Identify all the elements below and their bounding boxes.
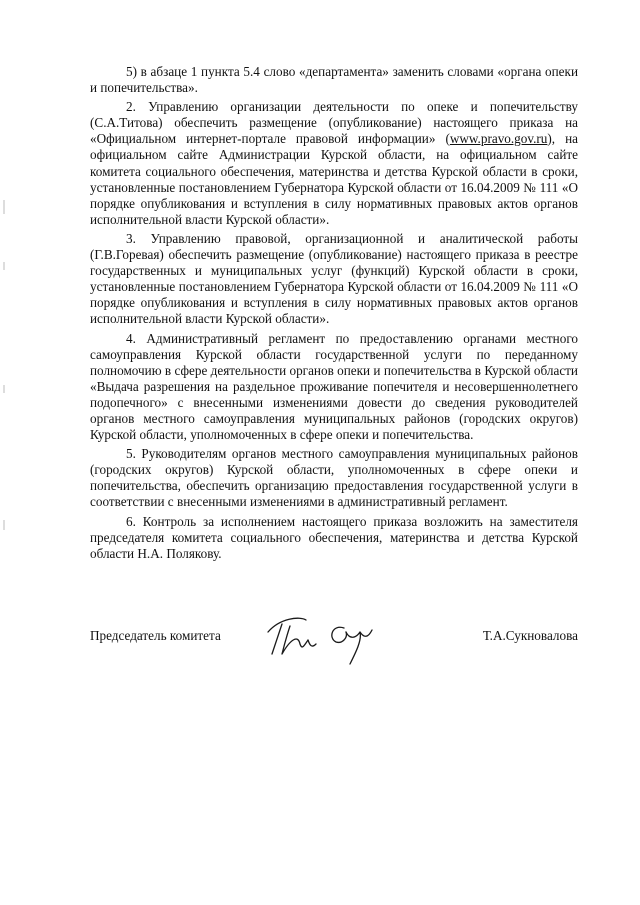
document-body (90, 64, 578, 565)
signatory-title: Председатель комитета (90, 628, 221, 643)
pravo-link[interactable]: www.pravo.gov.ru (449, 131, 548, 147)
signature-block (90, 624, 578, 664)
handwritten-signature (260, 610, 390, 670)
signatory-name: Т.А.Сукновалова (482, 628, 578, 643)
paragraph-4: 4. Административный регламент по предоставлению органами местного самоуправления Курской области государственной услуги по переданному полномочию в сфере деятельности органов опеки и попечительства в Курской области «Выдача разрешения на раздельное проживание попечителя и несовершеннолетнего подопечного» с внесенными изменениями довести до сведения руководителей органов местного самоуправления муниципальных районов (городских округов) Курской области, уполномоченных в сфере опеки и попечительства. (90, 330, 578, 443)
paragraph-2: 2. Управлению организации деятельности по опеке и попечительству (С.А.Титова) обеспечить размещение (опубликование) настоящего приказа на «Официальном интернет-портале правовой информации» (www.pravo.gov.ru), на официальном сайте Администрации Курской области, на официальном сайте комитета социального обеспечения, материнства и детства Курской области в сроки, установленные постановлением Губернатора Курской области от 16.04.2009 № 111 «О порядке опубликования и вступления в силу нормативных правовых актов органов исполнительной власти Курской области». (90, 99, 578, 227)
paragraph-5: 5. Руководителям органов местного самоуправления муниципальных районов (городских округов) Курской области, уполномоченных в сфере опеки и попечительства, обеспечить организацию предоставления государственной услуги в соответствии с внесенными изменениями в административный регламент. (90, 446, 578, 510)
paragraph-3: 3. Управлению правовой, организационной и аналитической работы (Г.В.Горевая) обеспечить размещение (опубликование) настоящего приказа в реестре государственных и муниципальных услуг (функций) Курской области в сроки, установленные постановлением Губернатора Курской области от 16.04.2009 № 111 «О порядке опубликования и вступления в силу нормативных правовых актов органов исполнительной власти Курской области». (90, 230, 578, 327)
paragraph-6: 6. Контроль за исполнением настоящего приказа возложить на заместителя председателя комитета социального обеспечения, материнства и детства Курской области Н.А. Полякову. (90, 513, 578, 561)
scan-edge-marks (0, 0, 12, 905)
paragraph-item-5: 5) в абзаце 1 пункта 5.4 слово «департамента» заменить словами «органа опеки и попечительства». (90, 64, 578, 96)
